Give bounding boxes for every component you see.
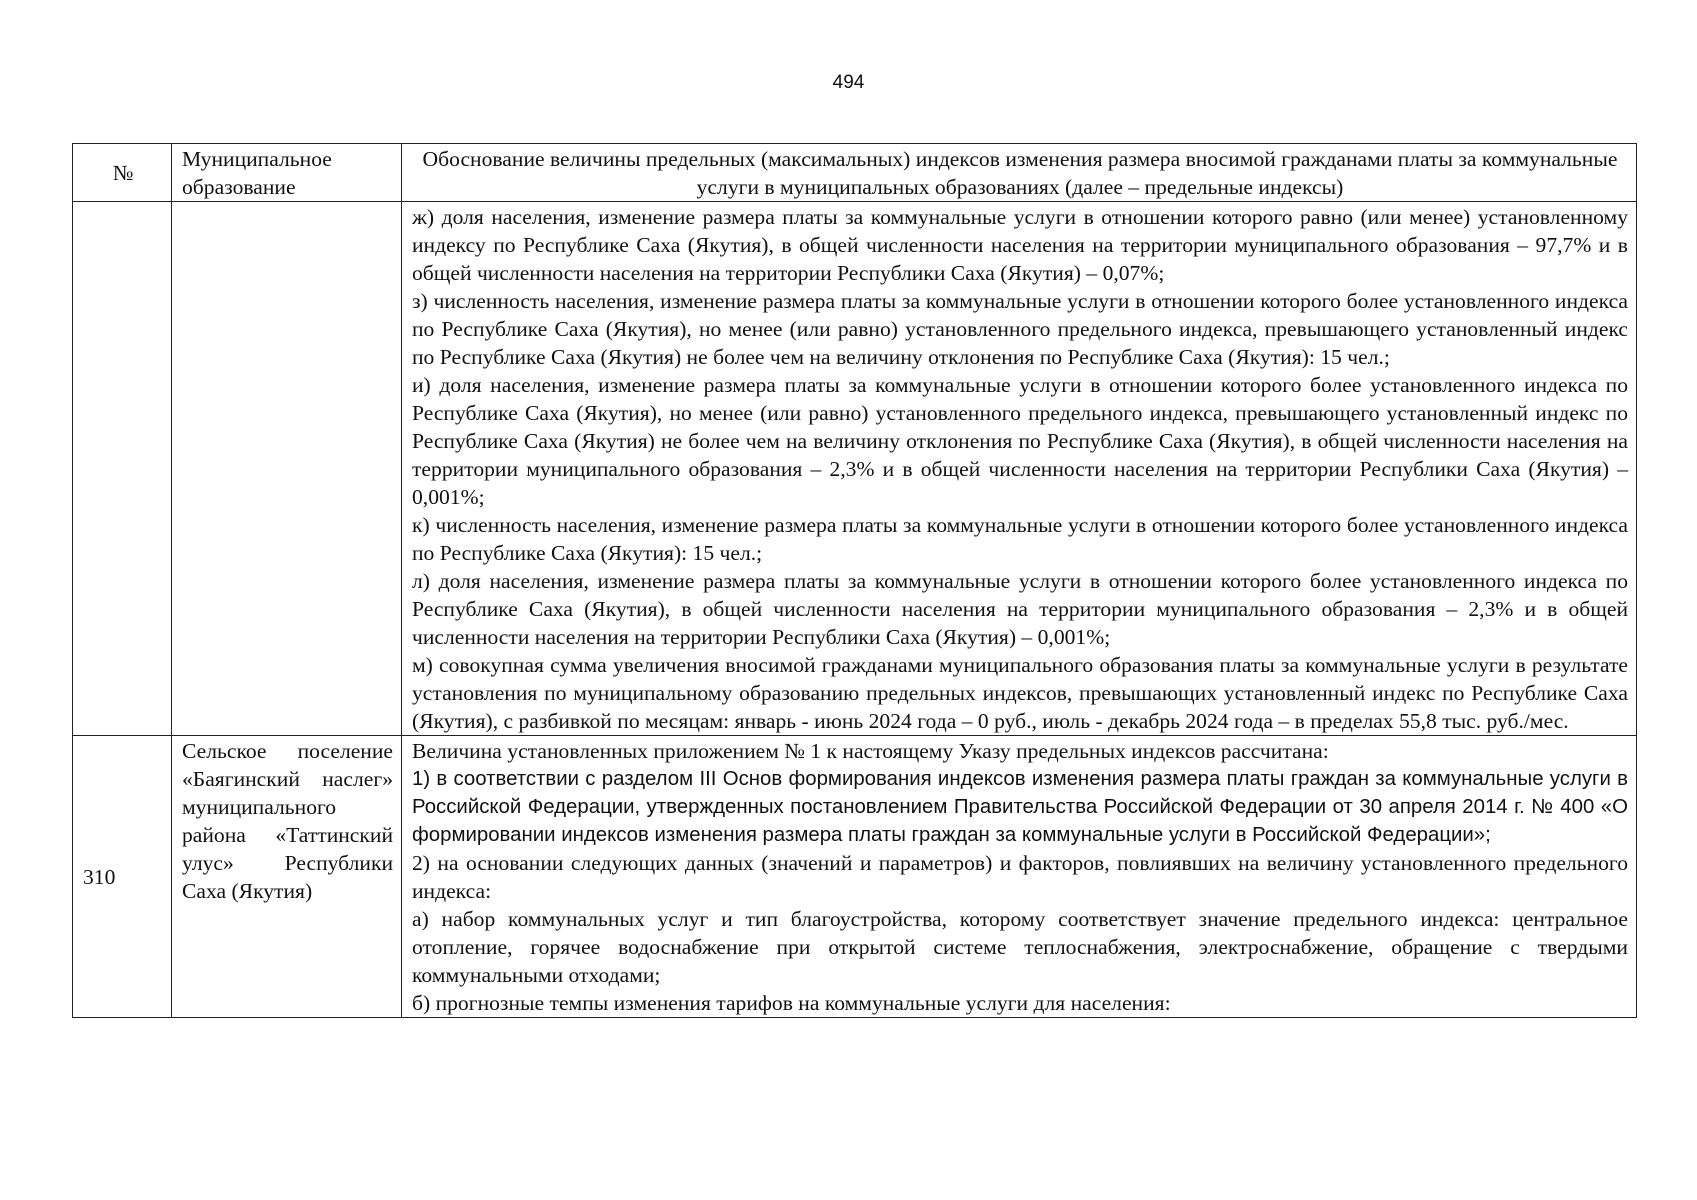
paragraph-2: 2) на основании следующих данных (значений и параметров) и факторов, повлиявших на величину установленного предельного индекса: [412, 851, 1628, 903]
page-number: 494 [832, 72, 865, 93]
row-number-cell: 310 [73, 736, 172, 1018]
table-header-row [73, 144, 1637, 202]
paragraph-m: м) совокупная сумма увеличения вносимой гражданами муниципального образования платы за коммунальные услуги в результате установления по муниципальному образованию предельных индексов, превышающих установленный индекс по Республике Саха (Якутия), с разбивкой по месяцам: январь - июнь 2024 года – 0 руб., июль - декабрь 2024 года – в пределах 55,8 тыс. руб./мес. [412, 653, 1628, 733]
municipality-cell [172, 202, 402, 736]
header-number: № [73, 144, 172, 202]
paragraph-intro: Величина установленных приложением № 1 к настоящему Указу предельных индексов рассчитана: [412, 739, 1329, 763]
justification-cell [402, 202, 1637, 736]
paragraph-a: а) набор коммунальных услуг и тип благоустройства, которому соответствует значение предельного индекса: центральное отопление, горячее водоснабжение при открытой системе теплоснабжения, электроснабжение, обращение с твердыми коммунальными отходами; [412, 907, 1628, 987]
paragraph-z: з) численность населения, изменение размера платы за коммунальные услуги в отношении которого более установленного индекса по Республике Саха (Якутия), но менее (или равно) установленного предельного индекса, превышающего установленный индекс по Республике Саха (Якутия) не более чем на величину отклонения по Республике Саха (Якутия): 15 чел.; [412, 289, 1628, 369]
header-municipality: Муниципальное образование [172, 144, 402, 202]
paragraph-k: к) численность населения, изменение размера платы за коммунальные услуги в отношении которого более установленного индекса по Республике Саха (Якутия): 15 чел.; [412, 513, 1628, 565]
justification-table [72, 143, 1637, 1018]
paragraph-l: л) доля населения, изменение размера платы за коммунальные услуги в отношении которого более установленного индекса по Республике Саха (Якутия), в общей численности населения на территории муниципального образования – 2,3% и в общей численности населения на территории Республики Саха (Якутия) – 0,001%; [412, 569, 1628, 649]
table-row [73, 736, 1637, 1018]
paragraph-i: и) доля населения, изменение размера платы за коммунальные услуги в отношении которого более установленного индекса по Республике Саха (Якутия), но менее (или равно) установленного предельного индекса, превышающего установленный индекс по Республике Саха (Якутия) не более чем на величину отклонения по Республике Саха (Якутия), в общей численности населения на территории муниципального образования – 2,3% и в общей численности населения на территории Республики Саха (Якутия) – 0,001%; [412, 373, 1628, 509]
table-row [73, 202, 1637, 736]
paragraph-zh: ж) доля населения, изменение размера платы за коммунальные услуги в отношении которого равно (или менее) установленному индексу по Республике Саха (Якутия), в общей численности населения на территории муниципального образования – 97,7% и в общей численности населения на территории Республики Саха (Якутия) – 0,07%; [412, 205, 1628, 285]
header-justification: Обоснование величины предельных (максимальных) индексов изменения размера вносимой гражданами платы за коммунальные услуги в муниципальных образованиях (далее – предельные индексы) [402, 144, 1637, 202]
justification-cell [402, 736, 1637, 1018]
row-number-cell [73, 202, 172, 736]
paragraph-b: б) прогнозные темпы изменения тарифов на коммунальные услуги для населения: [412, 991, 1171, 1015]
paragraph-1: 1) в соответствии с разделом III Основ формирования индексов изменения размера платы граждан за коммунальные услуги в Российской Федерации, утвержденных постановлением Правительства Российской Федерации от 30 апреля 2014 г. № 400 «О формировании индексов изменения размера платы граждан за коммунальные услуги в Российской Федерации»; [412, 768, 1628, 846]
municipality-cell: Сельское поселение «Баягинский наслег» муниципального района «Таттинский улус» Республики Саха (Якутия) [172, 736, 402, 1018]
